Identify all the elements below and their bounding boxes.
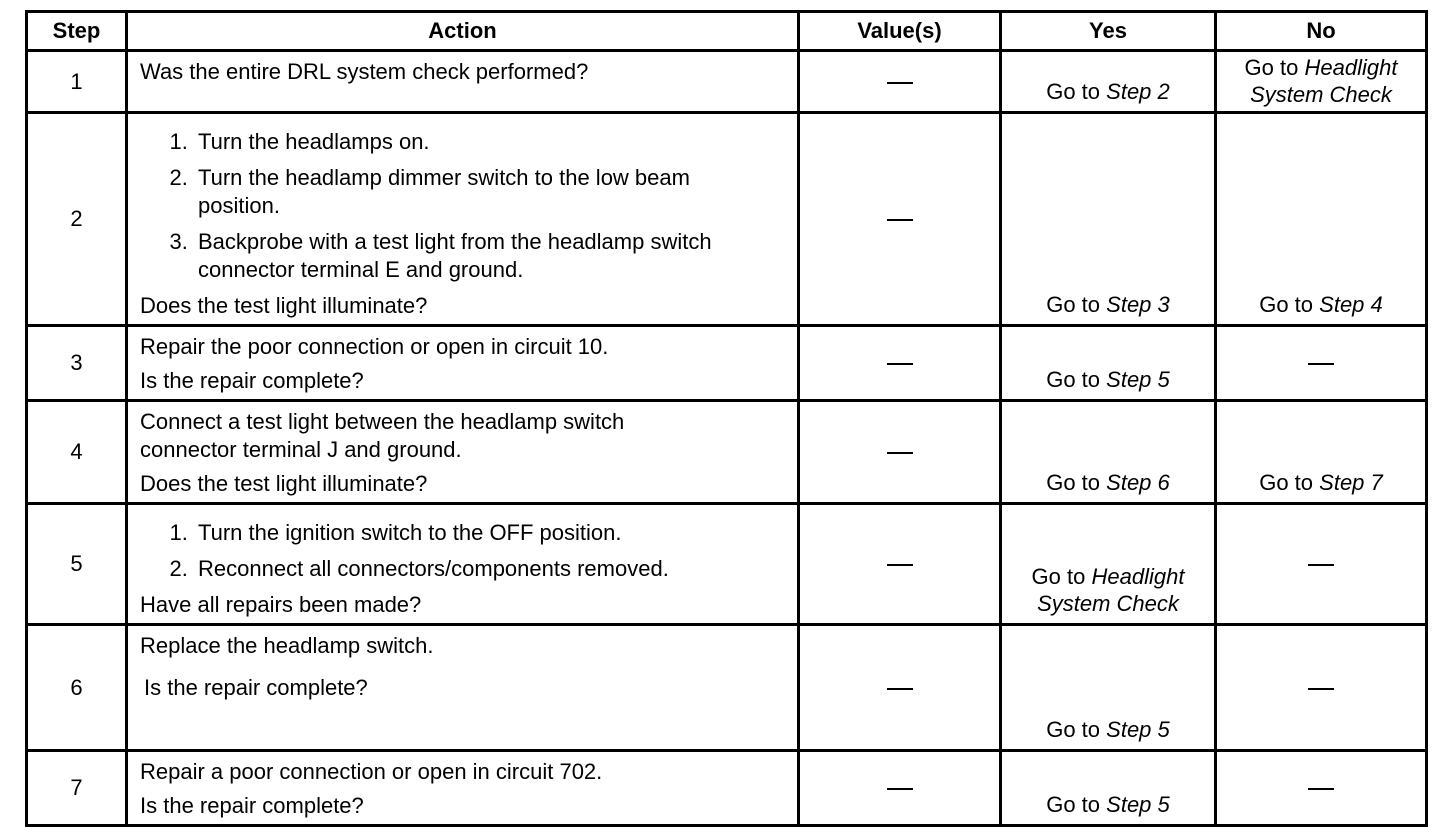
dash-mark — [887, 452, 913, 454]
yes-target: Headlight System Check — [1037, 564, 1185, 616]
action-cell — [127, 401, 799, 504]
question-text: Does the test light illuminate? — [140, 293, 428, 318]
yes-target: Step 2 — [1106, 79, 1170, 104]
value-cell — [799, 504, 1001, 625]
header-step: Step — [27, 12, 127, 51]
header-row — [27, 12, 1427, 51]
question-text: Is the repair complete? — [140, 793, 364, 818]
action-text: Replace the headlamp switch. — [140, 633, 434, 658]
header-values: Value(s) — [799, 12, 1001, 51]
header-no: No — [1216, 12, 1427, 51]
step-number: 6 — [27, 625, 127, 751]
dash-mark — [1308, 788, 1334, 790]
dash-mark — [1308, 363, 1334, 365]
value-cell — [799, 326, 1001, 401]
go-to-label: Go to — [1244, 55, 1299, 80]
no-cell — [1216, 51, 1427, 113]
question-text: Is the repair complete? — [140, 368, 364, 393]
step-number: 3 — [27, 326, 127, 401]
action-cell — [127, 113, 799, 326]
step-number: 4 — [27, 401, 127, 504]
table-row — [27, 625, 1427, 751]
list-item: 3. Backprobe with a test light from the headlamp switch connector terminal E and ground. — [194, 228, 787, 284]
action-cell — [127, 504, 799, 625]
go-to-label: Go to — [1046, 717, 1101, 742]
no-cell — [1216, 113, 1427, 326]
question-text: Is the repair complete? — [144, 675, 368, 700]
no-cell — [1216, 751, 1427, 826]
table-row — [27, 326, 1427, 401]
yes-target: Step 6 — [1106, 470, 1170, 495]
yes-cell — [1001, 401, 1216, 504]
list-item: 1. Turn the headlamps on. — [194, 128, 787, 156]
action-text: Connect a test light between the headlamp switch connector terminal J and ground. — [140, 409, 625, 462]
question-text: Have all repairs been made? — [140, 592, 422, 617]
action-cell — [127, 326, 799, 401]
header-action: Action — [127, 12, 799, 51]
no-target: Step 7 — [1319, 470, 1383, 495]
value-cell — [799, 113, 1001, 326]
yes-cell — [1001, 504, 1216, 625]
yes-target: Step 5 — [1106, 367, 1170, 392]
action-cell — [127, 751, 799, 826]
step-list — [140, 128, 787, 284]
go-to-label: Go to — [1259, 470, 1314, 495]
no-cell — [1216, 504, 1427, 625]
yes-cell — [1001, 326, 1216, 401]
yes-cell — [1001, 113, 1216, 326]
value-cell — [799, 751, 1001, 826]
list-item: 2. Turn the headlamp dimmer switch to the low beam position. — [194, 164, 787, 220]
dash-mark — [887, 219, 913, 221]
diagnostic-table — [25, 10, 1428, 827]
yes-target: Step 3 — [1106, 292, 1170, 317]
value-cell — [799, 625, 1001, 751]
action-text: Repair a poor connection or open in circuit 702. — [140, 759, 603, 784]
no-cell — [1216, 326, 1427, 401]
dash-mark — [1308, 688, 1334, 690]
action-cell — [127, 625, 799, 751]
action-text: Repair the poor connection or open in circuit 10. — [140, 334, 609, 359]
go-to-label: Go to — [1259, 292, 1314, 317]
table-row — [27, 504, 1427, 625]
dash-mark — [887, 564, 913, 566]
go-to-label: Go to — [1046, 792, 1101, 817]
question-text: Does the test light illuminate? — [140, 471, 428, 496]
go-to-label: Go to — [1031, 564, 1086, 589]
dash-mark — [887, 688, 913, 690]
table-row — [27, 751, 1427, 826]
action-cell — [127, 51, 799, 113]
dash-mark — [887, 788, 913, 790]
no-cell — [1216, 625, 1427, 751]
step-number: 1 — [27, 51, 127, 113]
diagnostic-table-container — [25, 10, 1428, 827]
yes-cell — [1001, 51, 1216, 113]
value-cell — [799, 401, 1001, 504]
action-text: Was the entire DRL system check performed? — [140, 59, 589, 84]
go-to-label: Go to — [1046, 79, 1101, 104]
no-target: Step 4 — [1319, 292, 1383, 317]
step-number: 7 — [27, 751, 127, 826]
no-target: Headlight System Check — [1250, 55, 1398, 107]
step-list — [140, 519, 787, 583]
dash-mark — [887, 363, 913, 365]
table-row — [27, 401, 1427, 504]
dash-mark — [887, 82, 913, 84]
step-number: 5 — [27, 504, 127, 625]
dash-mark — [1308, 564, 1334, 566]
value-cell — [799, 51, 1001, 113]
header-yes: Yes — [1001, 12, 1216, 51]
table-row — [27, 51, 1427, 113]
table-row — [27, 113, 1427, 326]
step-number: 2 — [27, 113, 127, 326]
list-item: 2. Reconnect all connectors/components removed. — [194, 555, 787, 583]
go-to-label: Go to — [1046, 470, 1101, 495]
yes-target: Step 5 — [1106, 792, 1170, 817]
no-cell — [1216, 401, 1427, 504]
yes-target: Step 5 — [1106, 717, 1170, 742]
yes-cell — [1001, 625, 1216, 751]
yes-cell — [1001, 751, 1216, 826]
go-to-label: Go to — [1046, 292, 1101, 317]
go-to-label: Go to — [1046, 367, 1101, 392]
list-item: 1. Turn the ignition switch to the OFF position. — [194, 519, 787, 547]
